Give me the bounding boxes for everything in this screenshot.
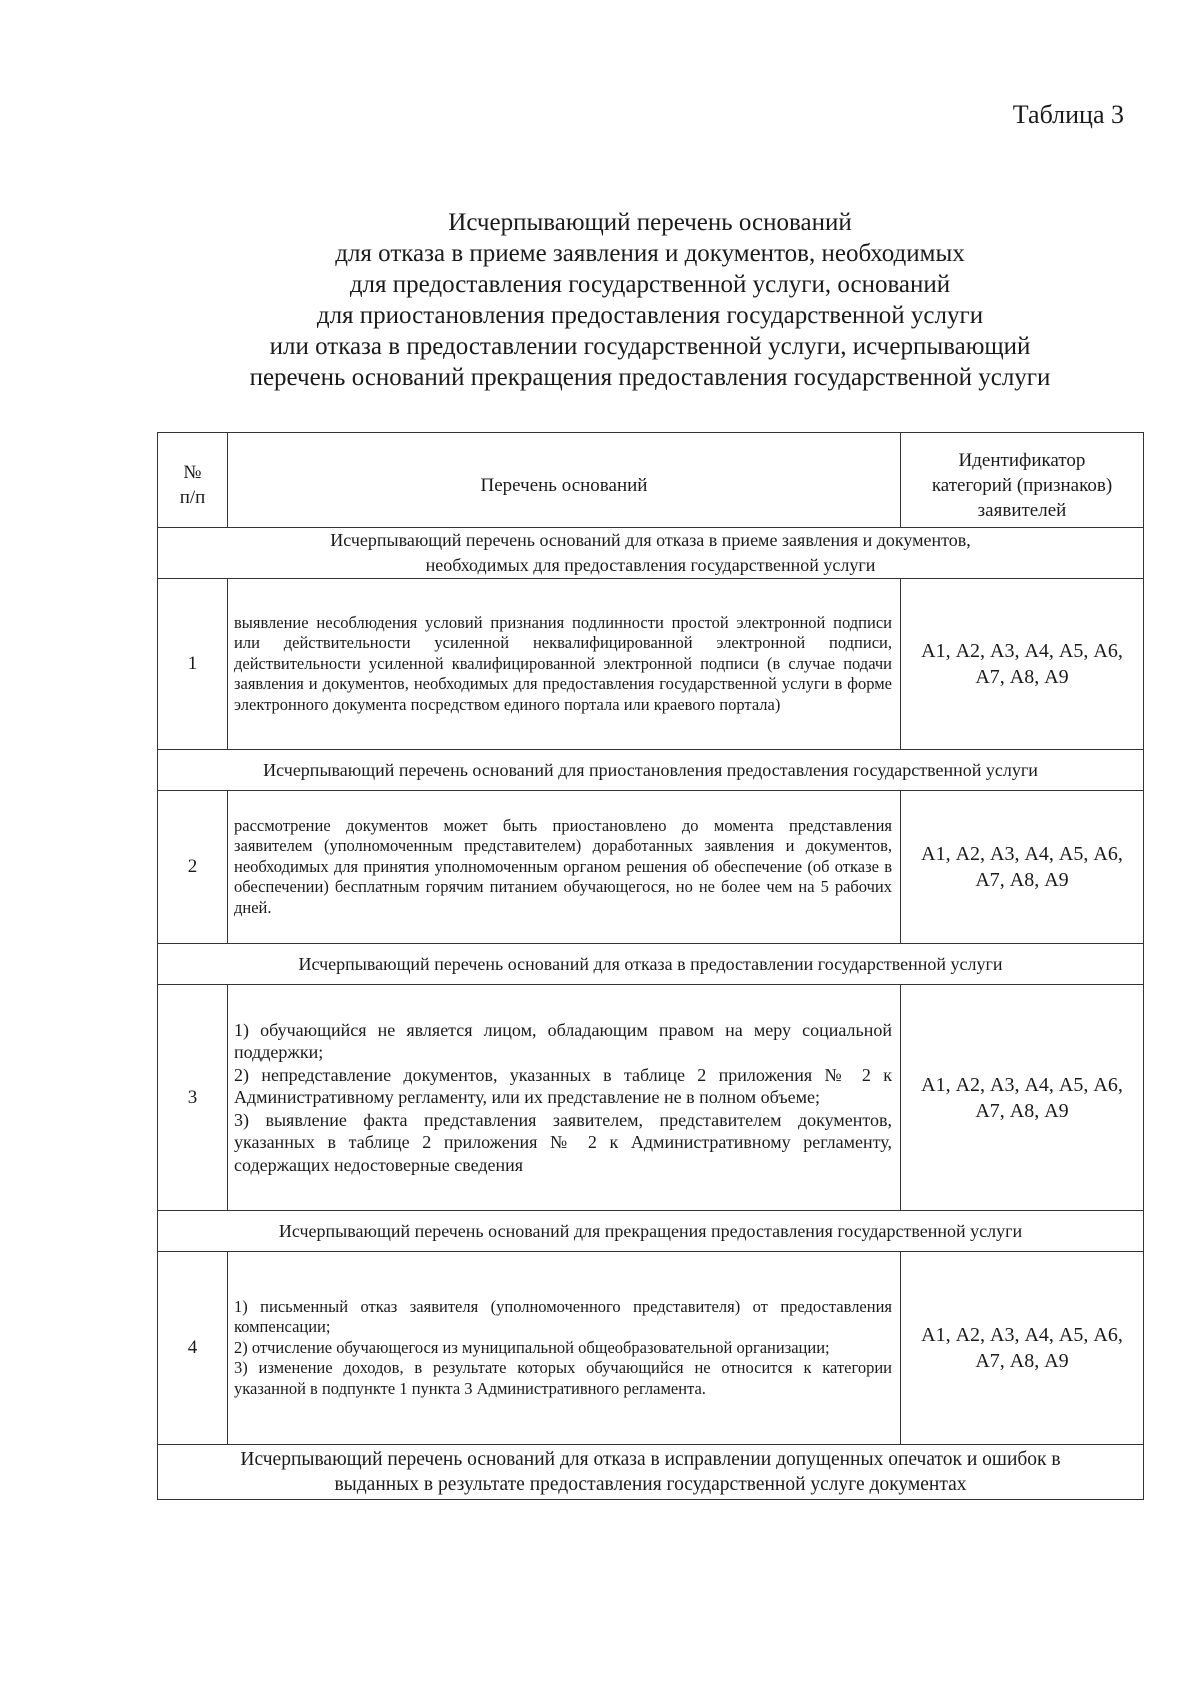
- title-line: перечень оснований прекращения предоставления государственной услуги: [249, 364, 1051, 391]
- section-header: Исчерпывающий перечень оснований для прекращения предоставления государственной услуги: [158, 1211, 1144, 1252]
- section-header: Исчерпывающий перечень оснований для приостановления предоставления государственной услуги: [158, 750, 1144, 791]
- row-number: 2: [158, 791, 228, 944]
- row-grounds: выявление несоблюдения условий признания подлинности простой электронной подписи или действительности усиленной неквалифицированной электронной подписи, действительности усиленной квалифицированной электронной подписи (в случае подачи заявления и документов, необходимых для предоставления государственной услуги в форме электронного документа посредством единого портала или краевого портала): [228, 579, 901, 750]
- row-applicant-ids: А1, А2, А3, А4, А5, А6, А7, А8, А9: [901, 579, 1144, 750]
- document-title: [150, 207, 1150, 393]
- grounds-table: [157, 432, 1144, 1500]
- section-header: Исчерпывающий перечень оснований для отказа в исправлении допущенных опечаток и ошибок в выданных в результате предоставления государственной услуге документах: [158, 1445, 1144, 1500]
- table-row: [158, 1252, 1144, 1445]
- header-grounds-list: Перечень оснований: [228, 433, 901, 528]
- row-applicant-ids: А1, А2, А3, А4, А5, А6, А7, А8, А9: [901, 791, 1144, 944]
- header-number: № п/п: [158, 433, 228, 528]
- title-line: для приостановления предоставления государственной услуги: [316, 302, 984, 329]
- grounds-item: 1) обучающийся не является лицом, обладающим правом на меру социальной поддержки;: [234, 1019, 892, 1063]
- row-grounds: рассмотрение документов может быть приостановлено до момента представления заявителем (уполномоченным представителем) доработанных заявления и документов, необходимых для принятия уполномоченным органом решения об обеспечение (об отказе в обеспечении) бесплатным горячим питанием обучающегося, но не более чем на 5 рабочих дней.: [228, 791, 901, 944]
- title-line: для отказа в приеме заявления и документов, необходимых: [335, 240, 965, 267]
- grounds-item: 1) письменный отказ заявителя (уполномоченного представителя) от предоставления компенсации;: [234, 1296, 892, 1337]
- grounds-item: 2) отчисление обучающегося из муниципальной общеобразовательной организации;: [234, 1337, 830, 1357]
- title-line: или отказа в предоставлении государственной услуги, исчерпывающий: [269, 333, 1031, 360]
- table-row: [158, 579, 1144, 750]
- grounds-item: 3) выявление факта представления заявителем, представителем документов, указанных в таблице 2 приложения № 2 к Административному регламенту, содержащих недостоверные сведения: [234, 1109, 892, 1175]
- row-grounds: [228, 1252, 901, 1445]
- row-applicant-ids: А1, А2, А3, А4, А5, А6, А7, А8, А9: [901, 985, 1144, 1211]
- row-applicant-ids: А1, А2, А3, А4, А5, А6, А7, А8, А9: [901, 1252, 1144, 1445]
- table-header-row: [158, 433, 1144, 528]
- row-number: 3: [158, 985, 228, 1211]
- row-grounds: [228, 985, 901, 1211]
- section-header: Исчерпывающий перечень оснований для отказа в предоставлении государственной услуги: [158, 944, 1144, 985]
- section-header: Исчерпывающий перечень оснований для отказа в приеме заявления и документов, необходимых для предоставления государственной услуги: [158, 528, 1144, 579]
- table-row: [158, 791, 1144, 944]
- grounds-item: 2) непредставление документов, указанных в таблице 2 приложения № 2 к Административному регламенту, или их представление не в полном объеме;: [234, 1064, 892, 1108]
- row-number: 4: [158, 1252, 228, 1445]
- table-number: Таблица 3: [1012, 100, 1124, 129]
- title-line: для предоставления государственной услуги, оснований: [349, 271, 951, 298]
- row-number: 1: [158, 579, 228, 750]
- table-row: [158, 985, 1144, 1211]
- title-line: Исчерпывающий перечень оснований: [448, 209, 852, 236]
- header-applicant-id: Идентификатор категорий (признаков) заявителей: [901, 433, 1144, 528]
- grounds-item: 3) изменение доходов, в результате которых обучающийся не относится к категории указанной в подпункте 1 пункта 3 Административного регламента.: [234, 1358, 892, 1398]
